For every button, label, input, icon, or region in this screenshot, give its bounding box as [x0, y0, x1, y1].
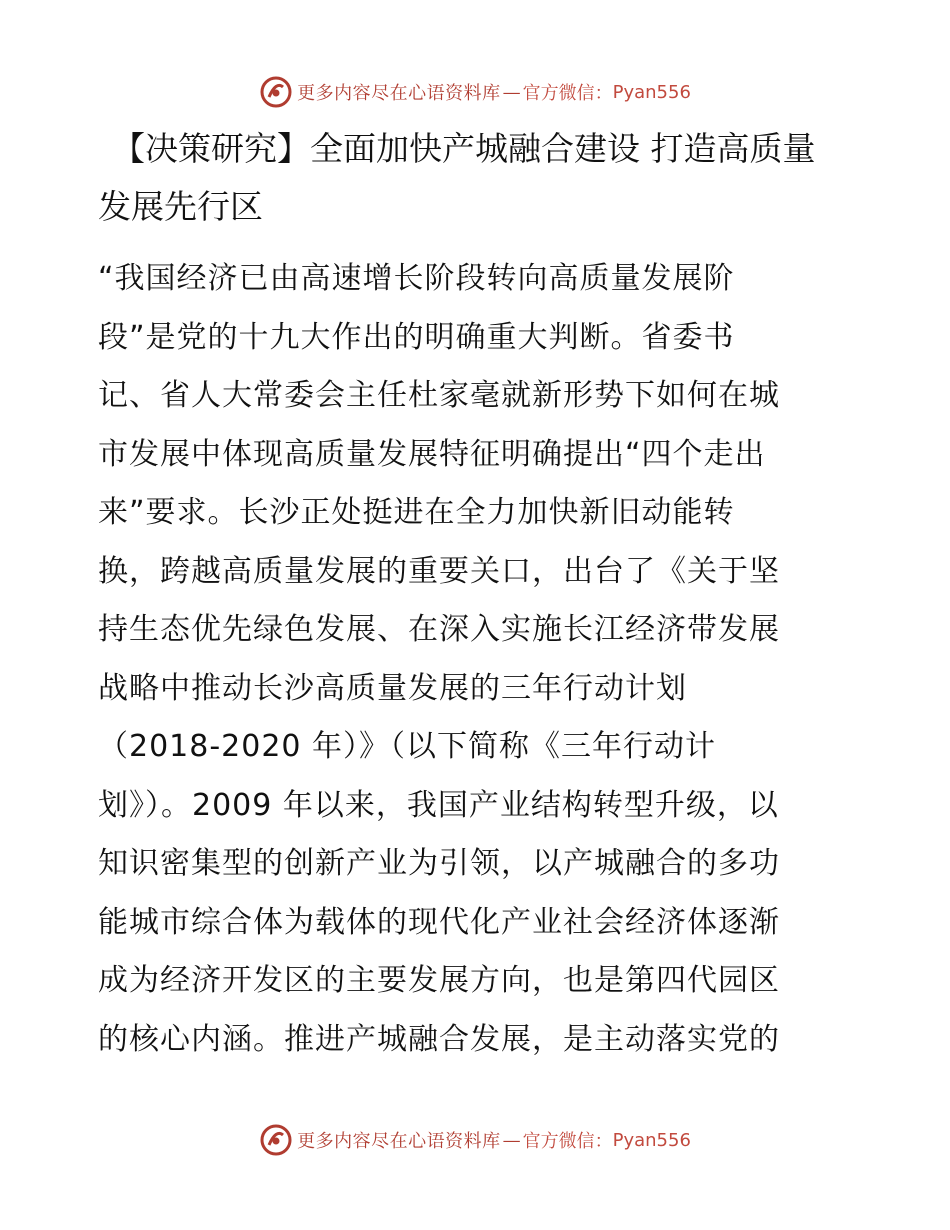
- body-line: 的核心内涵。推进产城融合发展，是主动落实党的: [98, 1021, 780, 1057]
- body-line: 战略中推动长沙高质量发展的三年行动计划: [98, 670, 687, 706]
- banner-wechat-label: 官方微信：: [522, 1131, 613, 1152]
- body-line: 段”是党的十九大作出的明确重大判断。省委书: [98, 319, 735, 355]
- body-paragraph: [98, 250, 858, 1069]
- body-line: “我国经济已由高速增长阶段转向高质量发展阶: [98, 261, 735, 296]
- banner-wechat-id: Pyan556: [612, 1129, 691, 1151]
- body-line: 知识密集型的创新产业为引领，以产城融合的多功: [98, 846, 780, 881]
- body-line: 持生态优先绿色发展、在深入实施长江经济带发展: [98, 612, 780, 647]
- body-line: 市发展中体现高质量发展特征明确提出“四个走出: [98, 436, 766, 472]
- body-line: （2018-2020 年）》（以下简称《三年行动计: [98, 729, 717, 764]
- body-line: 来”要求。长沙正处挺进在全力加快新旧动能转: [98, 495, 735, 530]
- banner-wechat-label: 官方微信：: [522, 83, 613, 104]
- body-line: 记、省人大常委会主任杜家毫就新形势下如何在城: [98, 378, 780, 413]
- logo-icon: [259, 75, 293, 109]
- banner-text: 更多内容尽在心语资料库: [297, 83, 501, 104]
- banner-separator: —: [502, 1129, 521, 1151]
- banner-wechat-id: Pyan556: [612, 81, 691, 103]
- title-line-1: 【决策研究】全面加快产城融合建设 打造高质量: [112, 129, 816, 168]
- footer-banner: [0, 1118, 950, 1162]
- banner-separator: —: [502, 81, 521, 103]
- banner-text: 更多内容尽在心语资料库: [297, 1131, 501, 1152]
- body-line: 能城市综合体为载体的现代化产业社会经济体逐渐: [98, 904, 780, 940]
- body-line: 划》）。2009 年以来，我国产业结构转型升级，以: [98, 787, 779, 823]
- body-line: 成为经济开发区的主要发展方向，也是第四代园区: [98, 963, 780, 998]
- document-title: [98, 120, 858, 236]
- title-line-2: 发展先行区: [98, 187, 263, 226]
- header-banner: [0, 70, 950, 114]
- body-line: 换，跨越高质量发展的重要关口，出台了《关于坚: [98, 553, 780, 589]
- logo-icon: [259, 1123, 293, 1157]
